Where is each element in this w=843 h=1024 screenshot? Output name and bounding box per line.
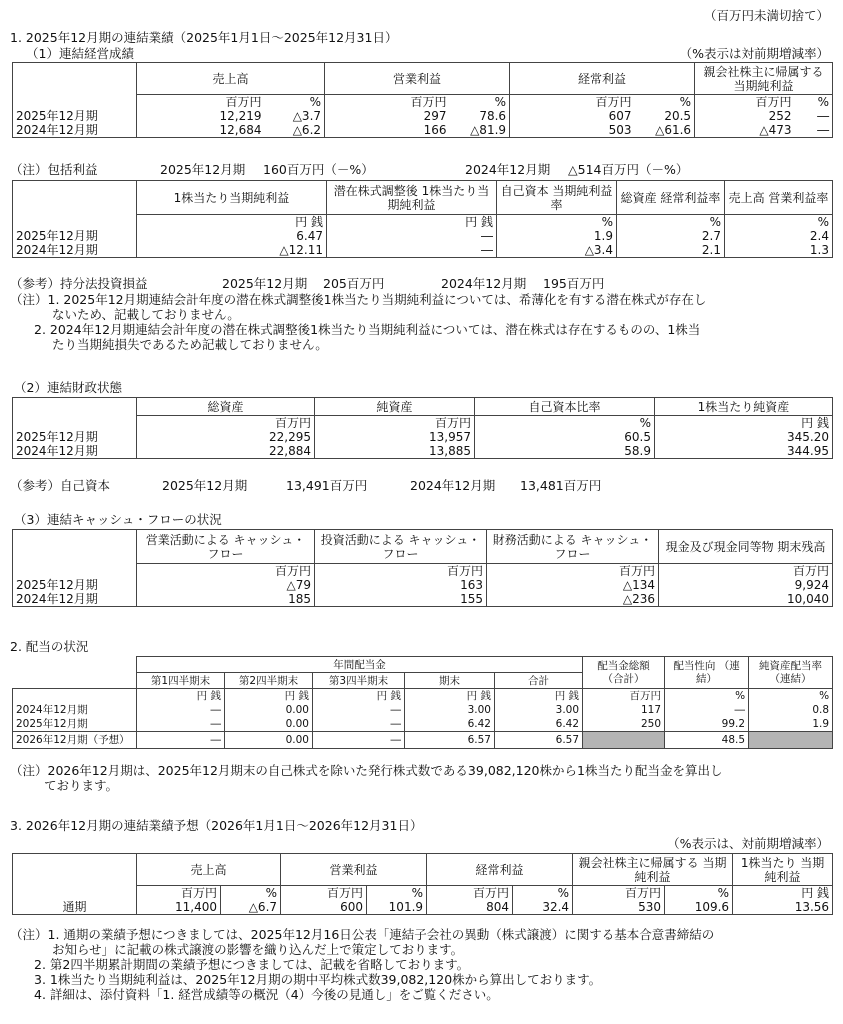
- header-eps: 1株当たり当期純利益: [137, 181, 327, 215]
- note-line: （注）1. 2025年12月期連結会計年度の潜在株式調整後1株当たり当期純利益については、希薄化を有する潜在株式が存在し: [10, 292, 707, 307]
- row-label: 2024年12月期: [13, 592, 137, 607]
- cell: ―: [795, 123, 833, 138]
- cell: 155: [315, 592, 487, 607]
- unit: 円 銭: [733, 886, 833, 901]
- cell: 530: [573, 900, 665, 915]
- equity-ref-year1: 2025年12月期: [162, 478, 248, 493]
- row-label: 2026年12月期（予想）: [13, 732, 137, 749]
- cell: 22,884: [137, 444, 315, 459]
- equity-method-value2: 195百万円: [543, 276, 605, 291]
- cell: ―: [665, 703, 749, 717]
- header-investing-cf: 投資活動による キャッシュ・フロー: [315, 530, 487, 564]
- row-label: 2024年12月期: [13, 444, 137, 459]
- cell: 6.57: [495, 732, 583, 749]
- cell: ―: [137, 717, 225, 732]
- table-row: [13, 243, 833, 258]
- cell: 32.4: [513, 900, 573, 915]
- cell: 60.5: [475, 430, 655, 444]
- cell: 2.4: [725, 229, 833, 243]
- equity-method-year1: 2025年12月期: [222, 276, 308, 291]
- cell: 1.9: [497, 229, 617, 243]
- cell: ―: [327, 243, 497, 258]
- header-doe: 純資産配当率 （連結）: [749, 657, 833, 689]
- cell: 2.7: [617, 229, 725, 243]
- header-ord-income: 経常利益: [427, 854, 573, 886]
- unit: 百万円: [137, 886, 221, 901]
- cell: △3.7: [265, 109, 325, 123]
- unit: %: [795, 95, 833, 110]
- unit: 百万円: [137, 416, 315, 431]
- cell: 48.5: [665, 732, 749, 749]
- header-sales: 売上高: [137, 854, 281, 886]
- dividend-title: 2. 配当の状況: [10, 639, 89, 654]
- table-row: [13, 732, 833, 749]
- unit: 百万円: [487, 564, 659, 579]
- cell: 99.2: [665, 717, 749, 732]
- unit: 円 銭: [655, 416, 833, 431]
- note-line: 3. 1株当たり当期純利益は、2025年12月期の期中平均株式数39,082,120株から算出しております。: [34, 972, 602, 987]
- unit: %: [221, 886, 281, 901]
- unit: 円 銭: [327, 215, 497, 230]
- equity-ref-year2: 2024年12月期: [410, 478, 496, 493]
- cell: 13,957: [315, 430, 475, 444]
- equity-method-value1: 205百万円: [323, 276, 385, 291]
- comp-income-value2: △514百万円（－%）: [568, 162, 689, 177]
- cell: △134: [487, 578, 659, 592]
- cell: ―: [327, 229, 497, 243]
- note-line: ております。: [44, 778, 119, 793]
- cell: ―: [313, 703, 405, 717]
- pct-note: （%表示は対前期増減率）: [679, 46, 829, 61]
- row-label: 2025年12月期: [13, 578, 137, 592]
- forecast-table: [12, 853, 833, 915]
- cell: ―: [137, 703, 225, 717]
- header-bps: 1株当たり純資産: [655, 398, 833, 416]
- cell: 166: [325, 123, 450, 138]
- cash-flow-table: [12, 529, 833, 607]
- cell: 503: [510, 123, 635, 138]
- header-operating-cf: 営業活動による キャッシュ・フロー: [137, 530, 315, 564]
- cell: △3.4: [497, 243, 617, 258]
- unit: %: [635, 95, 695, 110]
- cell: △81.9: [450, 123, 510, 138]
- unit: %: [265, 95, 325, 110]
- unit: 百万円: [137, 95, 265, 110]
- row-label: 2025年12月期: [13, 229, 137, 243]
- unit: 百万円: [427, 886, 513, 901]
- equity-method-year2: 2024年12月期: [441, 276, 527, 291]
- equity-method-label: （参考）持分法投資損益: [10, 276, 148, 291]
- header-q3: 第3四半期末: [313, 673, 405, 689]
- cell: 185: [137, 592, 315, 607]
- cell: 13.56: [733, 900, 833, 915]
- equity-ref-value1: 13,491百万円: [286, 478, 368, 493]
- unit: 百万円: [659, 564, 833, 579]
- cell: 3.00: [405, 703, 495, 717]
- cell: 297: [325, 109, 450, 123]
- dividend-table: [12, 656, 833, 749]
- cell: 9,924: [659, 578, 833, 592]
- header-op-income: 営業利益: [325, 63, 510, 95]
- header-total: 合計: [495, 673, 583, 689]
- unit: %: [725, 215, 833, 230]
- comp-income-year2: 2024年12月期: [465, 162, 551, 177]
- cell: 109.6: [665, 900, 733, 915]
- header-net-assets: 純資産: [315, 398, 475, 416]
- unit: %: [617, 215, 725, 230]
- cell: 344.95: [655, 444, 833, 459]
- cell: 6.47: [137, 229, 327, 243]
- comp-income-label: （注）包括利益: [10, 162, 98, 177]
- header-cash-end: 現金及び現金同等物 期末残高: [659, 530, 833, 564]
- note-line: たり当期純損失であるため記載しておりません。: [52, 337, 328, 352]
- forecast-pct-note: （%表示は、対前期増減率）: [667, 836, 829, 851]
- cell: 3.00: [495, 703, 583, 717]
- cell: 101.9: [367, 900, 427, 915]
- table-row: [13, 444, 833, 459]
- unit: 円 銭: [495, 689, 583, 704]
- cell: 0.00: [225, 717, 313, 732]
- cell: ―: [313, 732, 405, 749]
- header-eps: 1株当たり 当期純利益: [733, 854, 833, 886]
- cell: 10,040: [659, 592, 833, 607]
- unit: 円 銭: [137, 689, 225, 704]
- cell: 12,684: [137, 123, 265, 138]
- unit: 百万円: [695, 95, 795, 110]
- unit: %: [665, 689, 749, 704]
- cell: △6.2: [265, 123, 325, 138]
- table-row: [13, 430, 833, 444]
- cell: △6.7: [221, 900, 281, 915]
- row-label: 2024年12月期: [13, 123, 137, 138]
- unit: 百万円: [325, 95, 450, 110]
- ratios-table: [12, 180, 833, 258]
- cell: △61.6: [635, 123, 695, 138]
- financial-position-title: （2）連結財政状態: [14, 380, 122, 395]
- note-line: （注）1. 通期の業績予想につきましては、2025年12月16日公表「連結子会社の異動（株式譲渡）に関する基本合意書締結の: [10, 927, 715, 942]
- cell: 0.00: [225, 703, 313, 717]
- header-annual-dividend: 年間配当金: [137, 657, 583, 673]
- unit: 円 銭: [137, 215, 327, 230]
- cell: 2.1: [617, 243, 725, 258]
- cash-flow-title: （3）連結キャッシュ・フローの状況: [14, 512, 222, 527]
- unit: 円 銭: [313, 689, 405, 704]
- cell: 345.20: [655, 430, 833, 444]
- cell: 163: [315, 578, 487, 592]
- cell: 13,885: [315, 444, 475, 459]
- unit: 円 銭: [405, 689, 495, 704]
- cell: ―: [137, 732, 225, 749]
- row-label: 通期: [13, 900, 137, 915]
- cell: ―: [795, 109, 833, 123]
- shaded-cell: [583, 732, 665, 749]
- header-diluted-eps: 潜在株式調整後 1株当たり当期純利益: [327, 181, 497, 215]
- unit: 百万円: [137, 564, 315, 579]
- header-net-income: 親会社株主に帰属する当期純利益: [695, 63, 833, 95]
- cell: 58.9: [475, 444, 655, 459]
- unit: %: [450, 95, 510, 110]
- cell: △79: [137, 578, 315, 592]
- cell: 607: [510, 109, 635, 123]
- cell: 6.42: [495, 717, 583, 732]
- header-payout-ratio: 配当性向 （連結）: [665, 657, 749, 689]
- table-row: [13, 578, 833, 592]
- table-row: [13, 109, 833, 123]
- unit: 百万円: [573, 886, 665, 901]
- table-row: [13, 123, 833, 138]
- header-ord-income: 経常利益: [510, 63, 695, 95]
- cell: △12.11: [137, 243, 327, 258]
- row-label: 2024年12月期: [13, 243, 137, 258]
- unit: %: [475, 416, 655, 431]
- unit: %: [665, 886, 733, 901]
- cell: 252: [695, 109, 795, 123]
- note-line: ないため、記載しておりません。: [52, 307, 240, 322]
- header-total-assets: 総資産: [137, 398, 315, 416]
- header-q1: 第1四半期末: [137, 673, 225, 689]
- row-label: 2024年12月期: [13, 703, 137, 717]
- note-line: 2. 第2四半期累計期間の業績予想につきましては、記載を省略しております。: [34, 957, 470, 972]
- forecast-notes: [10, 927, 832, 1002]
- unit: 百万円: [315, 564, 487, 579]
- unit: 円 銭: [225, 689, 313, 704]
- unit-note: （百万円未満切捨て）: [703, 8, 829, 23]
- cell: ―: [313, 717, 405, 732]
- forecast-title: 3. 2026年12月期の連結業績予想（2026年1月1日～2026年12月31日）: [10, 818, 423, 833]
- equity-ref-label: （参考）自己資本: [10, 478, 111, 493]
- header-op-income: 営業利益: [281, 854, 427, 886]
- sub1-title: （1）連結経営成績: [26, 46, 134, 61]
- section1-title: 1. 2025年12月期の連結業績（2025年1月1日～2025年12月31日）: [10, 30, 398, 45]
- header-roe: 自己資本 当期純利益率: [497, 181, 617, 215]
- table-row: [13, 703, 833, 717]
- note-line: （注）2026年12月期は、2025年12月期末の自己株式を除いた発行株式数である39,082,120株から1株当たり配当金を算出し: [10, 763, 723, 778]
- cell: 12,219: [137, 109, 265, 123]
- table-row: [13, 717, 833, 732]
- unit: %: [513, 886, 573, 901]
- note-line: 2. 2024年12月期連結会計年度の潜在株式調整後1株当たり当期純利益については、潜在株式は存在するものの、1株当: [34, 322, 701, 337]
- operating-results-table: [12, 62, 833, 138]
- header-q2: 第2四半期末: [225, 673, 313, 689]
- header-sales: 売上高: [137, 63, 325, 95]
- cell: 78.6: [450, 109, 510, 123]
- cell: 600: [281, 900, 367, 915]
- cell: △473: [695, 123, 795, 138]
- row-label: 2025年12月期: [13, 430, 137, 444]
- unit: %: [749, 689, 833, 704]
- comp-income-year1: 2025年12月期: [160, 162, 246, 177]
- unit: 百万円: [315, 416, 475, 431]
- cell: 250: [583, 717, 665, 732]
- financial-position-table: [12, 397, 833, 459]
- header-total-dividend: 配当金総額 （合計）: [583, 657, 665, 689]
- cell: 1.9: [749, 717, 833, 732]
- cell: 1.3: [725, 243, 833, 258]
- row-label: 2025年12月期: [13, 717, 137, 732]
- row-label: 2025年12月期: [13, 109, 137, 123]
- unit: %: [367, 886, 427, 901]
- note-line: 4. 詳細は、添付資料「1. 経営成績等の概況（4）今後の見通し」をご覧ください。: [34, 987, 499, 1002]
- cell: 804: [427, 900, 513, 915]
- cell: 6.57: [405, 732, 495, 749]
- unit: 百万円: [583, 689, 665, 704]
- header-financing-cf: 財務活動による キャッシュ・フロー: [487, 530, 659, 564]
- cell: 6.42: [405, 717, 495, 732]
- corner-cell: [13, 63, 137, 95]
- cell: 22,295: [137, 430, 315, 444]
- header-year-end: 期末: [405, 673, 495, 689]
- section1-notes: [10, 292, 832, 352]
- cell: 0.8: [749, 703, 833, 717]
- cell: 11,400: [137, 900, 221, 915]
- dividend-note: [10, 763, 832, 793]
- header-equity-ratio: 自己資本比率: [475, 398, 655, 416]
- cell: 20.5: [635, 109, 695, 123]
- unit: %: [497, 215, 617, 230]
- comp-income-value1: 160百万円（－%）: [263, 162, 374, 177]
- equity-ref-value2: 13,481百万円: [520, 478, 602, 493]
- note-line: お知らせ」に記載の株式譲渡の影響を織り込んだ上で策定しております。: [52, 942, 464, 957]
- header-roa: 総資産 経常利益率: [617, 181, 725, 215]
- header-net-income: 親会社株主に帰属する 当期純利益: [573, 854, 733, 886]
- table-row: [13, 229, 833, 243]
- unit: 百万円: [281, 886, 367, 901]
- unit: 百万円: [510, 95, 635, 110]
- table-row: [13, 900, 833, 915]
- cell: △236: [487, 592, 659, 607]
- header-op-margin: 売上高 営業利益率: [725, 181, 833, 215]
- cell: 117: [583, 703, 665, 717]
- cell: 0.00: [225, 732, 313, 749]
- table-row: [13, 592, 833, 607]
- shaded-cell: [749, 732, 833, 749]
